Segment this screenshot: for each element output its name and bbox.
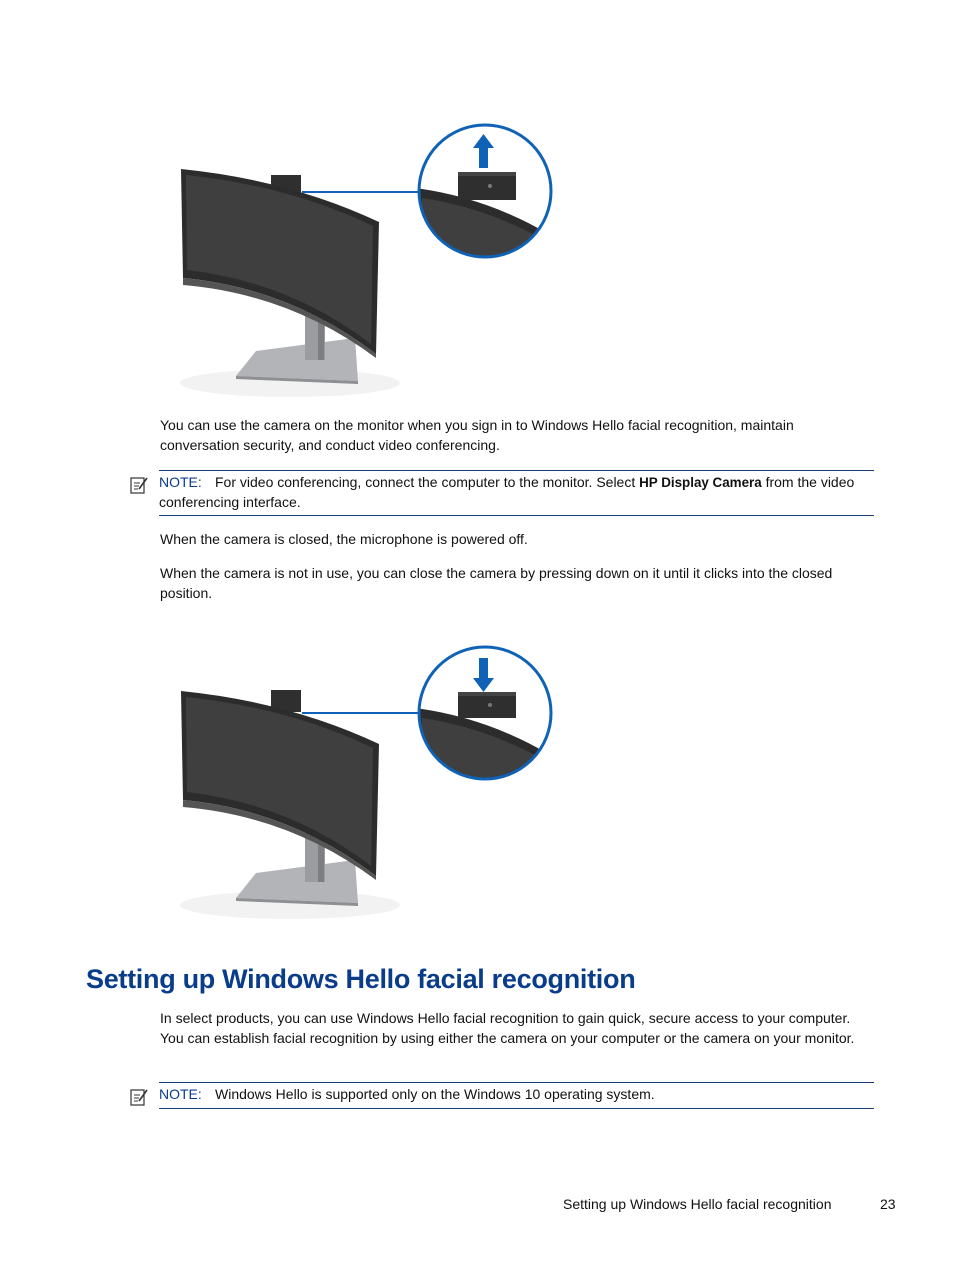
camera-open-illustration (160, 118, 580, 418)
footer-section-title: Setting up Windows Hello facial recognition (563, 1196, 832, 1212)
camera-close-illustration (160, 640, 580, 940)
monitor-stand-base (236, 338, 358, 381)
footer-page-number: 23 (880, 1196, 896, 1212)
note-icon (129, 1087, 149, 1107)
monitor-screen (186, 175, 373, 344)
monitor-stand-base (236, 860, 358, 903)
note-text-after: from the video conferencing interface. (159, 474, 855, 510)
monitor-camera-down-graphic (160, 640, 580, 940)
section-heading: Setting up Windows Hello facial recognition (86, 964, 636, 994)
zoomed-camera (458, 172, 516, 200)
microphone-paragraph: When the camera is closed, the microphone is powered off. (160, 531, 528, 547)
note-icon (129, 475, 149, 495)
hp-display-camera-term: HP Display Camera (639, 475, 762, 490)
windows-10-note (159, 1082, 874, 1109)
note-text-before: For video conferencing, connect the computer to the monitor. Select (215, 474, 640, 490)
note-text: Windows Hello is supported only on the Windows 10 operating system. (215, 1086, 655, 1102)
close-camera-paragraph: When the camera is not in use, you can close the camera by pressing down on it until it clicks into the closed position. (160, 565, 833, 601)
note-label: NOTE: (159, 1086, 202, 1102)
monitor-camera-up-graphic (160, 118, 580, 418)
note-label: NOTE: (159, 474, 202, 490)
video-conferencing-note (159, 470, 874, 516)
camera-usage-paragraph: You can use the camera on the monitor when you sign in to Windows Hello facial recognition, maintain conversation security, and conduct video conferencing. (160, 417, 794, 453)
windows-hello-paragraph: In select products, you can use Windows Hello facial recognition to gain quick, secure access to your computer. You can establish facial recognition by using either the camera on your computer or the camera on your monitor. (160, 1010, 855, 1046)
monitor-screen (186, 697, 373, 866)
